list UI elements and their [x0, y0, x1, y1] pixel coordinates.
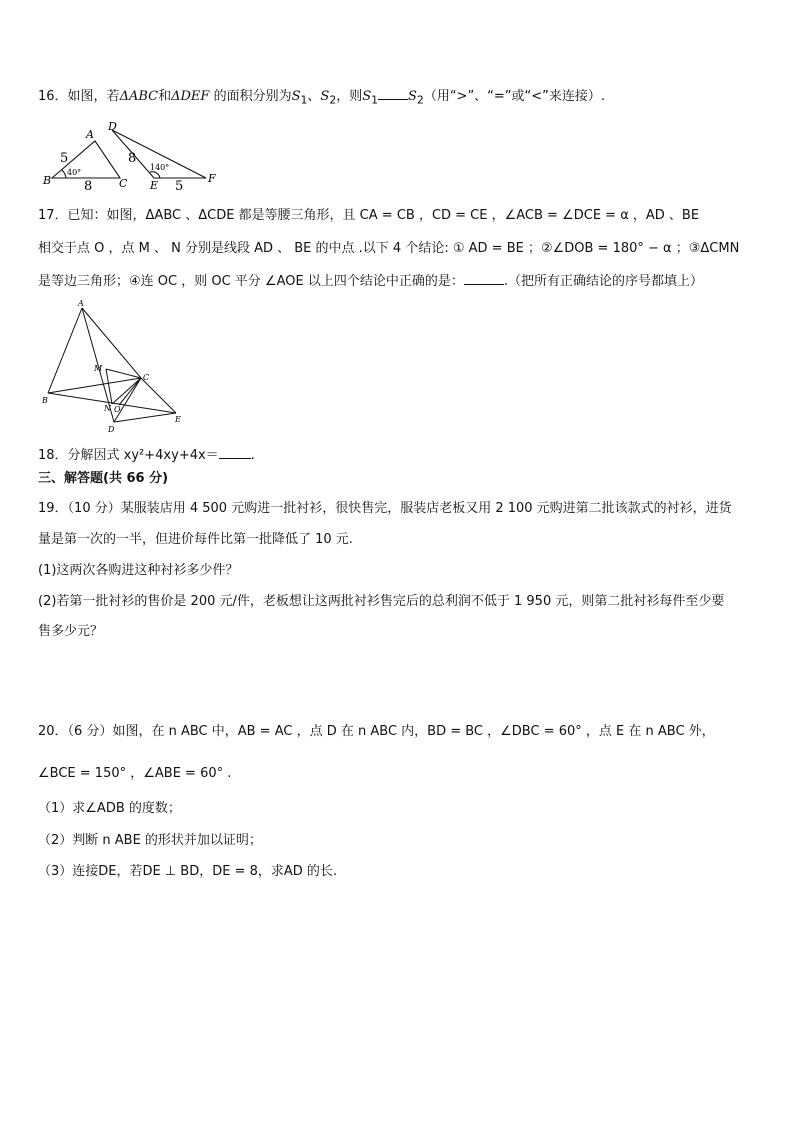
q16-label-D: D — [108, 120, 117, 133]
q17-label-D: D — [108, 425, 115, 434]
q19-line2: 量是第一次的一半，但进价每件比第一批降低了 10 元. — [38, 532, 353, 547]
q20-sub3: （3）连接DE，若DE ⊥ BD，DE = 8，求AD 的长. — [38, 864, 338, 879]
q19-sub2-line1: (2)若第一批衬衫的售价是 200 元/件，老板想让这两批衬衫售完后的总利润不低于 1 950 元，则第二批衬衫每件至少要 — [38, 594, 725, 609]
q17-answer-blank[interactable] — [464, 272, 504, 285]
q17-label-E: E — [175, 415, 181, 424]
section-3-title: 三、解答题(共 66 分) — [38, 471, 169, 486]
q19-line1: 19．（10 分）某服装店用 4 500 元购进一批衬衫，很快售完，服装店老板又用 2 100 元购进第二批该款式的衬衫，进货 — [38, 501, 732, 516]
q16-angle-b: 40° — [67, 168, 82, 177]
q17-label-N: N — [104, 404, 111, 413]
q20-line2: ∠BCE = 150° ，∠ABE = 60° . — [38, 766, 232, 781]
q17-label-M: M — [94, 364, 103, 373]
q16-label-A: A — [86, 128, 94, 141]
q17-label-C: C — [143, 373, 150, 382]
q19-sub2-line2: 售多少元？ — [38, 624, 104, 639]
q17-label-O: O — [114, 405, 121, 414]
q17-line3: 是等边三角形；④连 OC ，则 OC 平分 ∠AOE 以上四个结论中正确的是： .（把所有正确结论的序号都填上） — [38, 274, 703, 289]
q20-line1: 20．（6 分）如图，在 n ABC 中，AB = AC ，点 D 在 n ABC 内，BD = BC ，∠DBC = 60° ，点 E 在 n ABC 外， — [38, 724, 715, 739]
q19-sub1: (1)这两次各购进这种衬衫多少件？ — [38, 563, 239, 578]
q17-label-A: A — [78, 299, 84, 308]
q18-answer-blank[interactable] — [219, 446, 251, 459]
q16-side-ab: 5 — [60, 151, 69, 166]
q16-label-F: F — [208, 172, 216, 185]
q18-text: 18．分解因式 xy²+4xy+4x＝ . — [38, 448, 255, 463]
q16-label-C: C — [119, 177, 128, 190]
q17-label-B: B — [42, 396, 48, 405]
q16-side-de: 8 — [128, 151, 137, 166]
q16-text: 16．如图，若ΔABC和ΔDEF 的面积分别为$S_1$、$S_2$，则$S_1$ $S_2$（用“>”、“=”或“<”来连接）. — [38, 89, 606, 107]
q16-answer-blank[interactable] — [378, 87, 408, 100]
q17-line1: 17．已知：如图，ΔABC 、ΔCDE 都是等腰三角形，且 CA = CB ，CD = CE ，∠ACB = ∠DCE = α ，AD 、BE — [38, 208, 700, 223]
q16-label-B: B — [43, 174, 52, 187]
q17-line2: 相交于点 O ，点 M 、 N 分别是线段 AD 、 BE 的中点 .以下 4 个结论: ① AD = BE ；②∠DOB = 180° − α ；③ΔCMN — [38, 241, 740, 256]
q17-figure — [38, 298, 188, 438]
q16-figure — [40, 120, 230, 192]
q20-sub1: （1）求∠ADB 的度数； — [38, 801, 181, 816]
q16-label-E: E — [150, 179, 159, 192]
q20-sub2: （2）判断 n ABE 的形状并加以证明； — [38, 833, 262, 848]
q16-side-ef: 5 — [175, 179, 184, 192]
q16-side-bc: 8 — [84, 179, 93, 192]
q16-angle-e: 140° — [150, 163, 170, 172]
